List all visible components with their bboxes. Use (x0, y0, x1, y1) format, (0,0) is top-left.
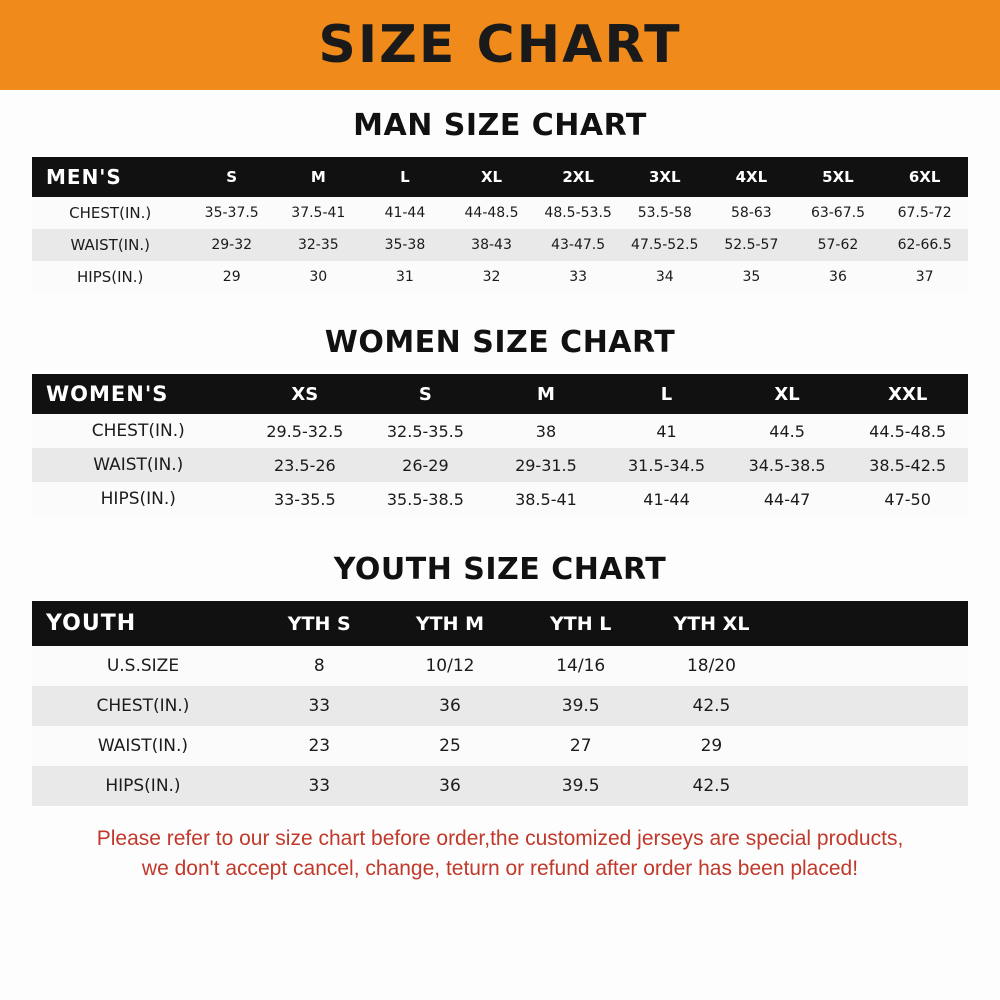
table-header-row (32, 157, 968, 197)
man-cell: 31 (396, 269, 414, 285)
table-row (32, 414, 968, 448)
women-cell: 47-50 (884, 489, 931, 509)
women-header-cell: XL (774, 383, 800, 405)
youth-header-cell: YTH L (550, 612, 612, 635)
women-cell: 29-31.5 (515, 455, 577, 475)
youth-cell: 29 (700, 736, 723, 756)
man-cell: 43-47.5 (551, 237, 606, 253)
man-row-label: CHEST(IN.) (69, 204, 152, 222)
youth-cell: 33 (308, 776, 331, 796)
man-header-cell: L (400, 168, 410, 186)
man-size-table (32, 157, 968, 293)
footer-note (32, 824, 968, 893)
man-row-label: HIPS(IN.) (77, 268, 144, 286)
table-header-row (32, 374, 968, 414)
women-cell: 33-35.5 (273, 489, 336, 509)
man-cell: 33 (569, 269, 588, 285)
women-row-label: WAIST(IN.) (93, 455, 184, 475)
youth-table-header (32, 601, 968, 646)
man-cell: 44-48.5 (464, 205, 519, 221)
man-section-title: MAN SIZE CHART (353, 108, 647, 143)
youth-cell: 14/16 (556, 656, 606, 676)
table-row (32, 726, 968, 766)
man-cell: 48.5-53.5 (544, 205, 612, 221)
women-cell: 31.5-34.5 (628, 455, 706, 475)
women-header-label: WOMEN'S (46, 382, 169, 406)
man-cell: 36 (829, 269, 847, 285)
women-cell: 26-29 (402, 455, 449, 475)
women-row-label: HIPS(IN.) (100, 489, 176, 509)
women-header-cell: XS (291, 383, 319, 405)
youth-header-cell: YTH S (287, 612, 351, 635)
man-cell: 41-44 (384, 205, 426, 221)
youth-header-cell: YTH XL (673, 612, 750, 635)
table-header-row (32, 601, 968, 646)
table-row (32, 261, 968, 293)
youth-row-label: HIPS(IN.) (105, 776, 181, 796)
table-row (32, 197, 968, 229)
women-cell: 38.5-42.5 (869, 455, 947, 475)
women-cell: 29.5-32.5 (266, 421, 344, 441)
man-cell: 63-67.5 (810, 205, 865, 221)
women-cell: 44.5 (769, 421, 805, 441)
man-table-header (32, 157, 968, 197)
man-cell: 35 (742, 269, 761, 285)
women-cell: 23.5-26 (273, 455, 336, 475)
man-cell: 47.5-52.5 (631, 237, 699, 253)
youth-header-spacer (777, 601, 968, 646)
youth-cell-spacer (777, 646, 968, 686)
man-cell: 29 (222, 269, 241, 285)
man-cell: 29-32 (211, 237, 253, 253)
man-cell: 52.5-57 (724, 237, 779, 253)
man-cell: 30 (309, 269, 328, 285)
man-cell: 35-38 (384, 237, 426, 253)
youth-cell: 10/12 (425, 656, 475, 676)
footer-note-line-2: we don't accept cancel, change, teturn or refund after order has been placed! (141, 857, 859, 881)
table-row (32, 448, 968, 482)
women-section-title: WOMEN SIZE CHART (324, 325, 676, 360)
table-row (32, 229, 968, 261)
footer-note-line-1: Please refer to our size chart before order,the customized jerseys are special products, (96, 827, 904, 850)
women-cell: 41 (656, 421, 677, 441)
youth-header-cell: YTH M (415, 612, 485, 635)
youth-cell-spacer (777, 726, 968, 766)
women-cell: 41-44 (643, 489, 690, 509)
man-header-cell: S (226, 168, 238, 186)
man-cell: 67.5-72 (897, 205, 952, 221)
women-row-label: CHEST(IN.) (91, 421, 185, 441)
youth-cell-spacer (777, 686, 968, 726)
man-header-cell: 3XL (648, 168, 681, 186)
man-row-label: WAIST(IN.) (70, 236, 150, 254)
youth-header-label: YOUTH (46, 611, 137, 636)
man-cell: 34 (655, 269, 674, 285)
youth-section-title: YOUTH SIZE CHART (333, 552, 667, 587)
youth-cell: 42.5 (692, 696, 731, 716)
youth-cell: 36 (439, 776, 461, 796)
man-cell: 38-43 (471, 237, 512, 253)
women-header-cell: XXL (888, 383, 928, 405)
youth-cell: 42.5 (692, 776, 731, 796)
youth-cell: 33 (308, 696, 331, 716)
table-row (32, 766, 968, 806)
youth-cell: 36 (439, 696, 461, 716)
man-header-cell: 4XL (735, 168, 768, 186)
table-row (32, 686, 968, 726)
youth-table-body (32, 646, 968, 806)
man-cell: 32-35 (297, 237, 339, 253)
women-size-table (32, 374, 968, 516)
man-cell: 35-37.5 (204, 205, 259, 221)
man-cell: 37 (915, 269, 934, 285)
youth-cell: 39.5 (561, 696, 600, 716)
women-cell: 38.5-41 (515, 489, 577, 509)
banner-title: SIZE CHART (318, 15, 682, 75)
table-row (32, 646, 968, 686)
man-header-cell: XL (480, 168, 503, 186)
man-header-cell: 5XL (822, 168, 854, 186)
women-cell: 32.5-35.5 (386, 421, 464, 441)
youth-row-label: CHEST(IN.) (96, 696, 190, 716)
man-cell: 37.5-41 (291, 205, 346, 221)
banner (0, 0, 1000, 90)
women-cell: 34.5-38.5 (748, 455, 826, 475)
women-cell: 35.5-38.5 (386, 489, 464, 509)
women-header-cell: S (418, 383, 432, 405)
women-header-cell: L (660, 383, 673, 405)
man-header-cell: M (310, 168, 326, 186)
youth-cell: 23 (308, 736, 331, 756)
women-cell: 44-47 (763, 489, 811, 509)
table-row (32, 482, 968, 516)
youth-cell: 27 (569, 736, 592, 756)
man-table-body (32, 197, 968, 293)
women-table-header (32, 374, 968, 414)
man-cell: 53.5-58 (637, 205, 692, 221)
youth-cell: 8 (313, 656, 325, 676)
youth-row-label: WAIST(IN.) (97, 736, 188, 756)
women-cell: 44.5-48.5 (869, 421, 947, 441)
man-header-label: MEN'S (46, 165, 122, 189)
man-header-cell: 2XL (562, 168, 594, 186)
man-cell: 62-66.5 (897, 237, 952, 253)
women-cell: 38 (535, 421, 557, 441)
man-cell: 32 (482, 269, 501, 285)
youth-cell: 39.5 (561, 776, 600, 796)
women-header-cell: M (536, 383, 555, 405)
youth-size-table (32, 601, 968, 806)
man-cell: 58-63 (731, 205, 772, 221)
man-header-cell: 6XL (908, 168, 941, 186)
youth-cell: 18/20 (686, 656, 736, 676)
man-cell: 57-62 (817, 237, 859, 253)
content-area (0, 90, 1000, 1000)
youth-row-label: U.S.SIZE (106, 656, 180, 676)
youth-cell-spacer (777, 766, 968, 806)
women-table-body (32, 414, 968, 516)
youth-cell: 25 (439, 736, 461, 756)
